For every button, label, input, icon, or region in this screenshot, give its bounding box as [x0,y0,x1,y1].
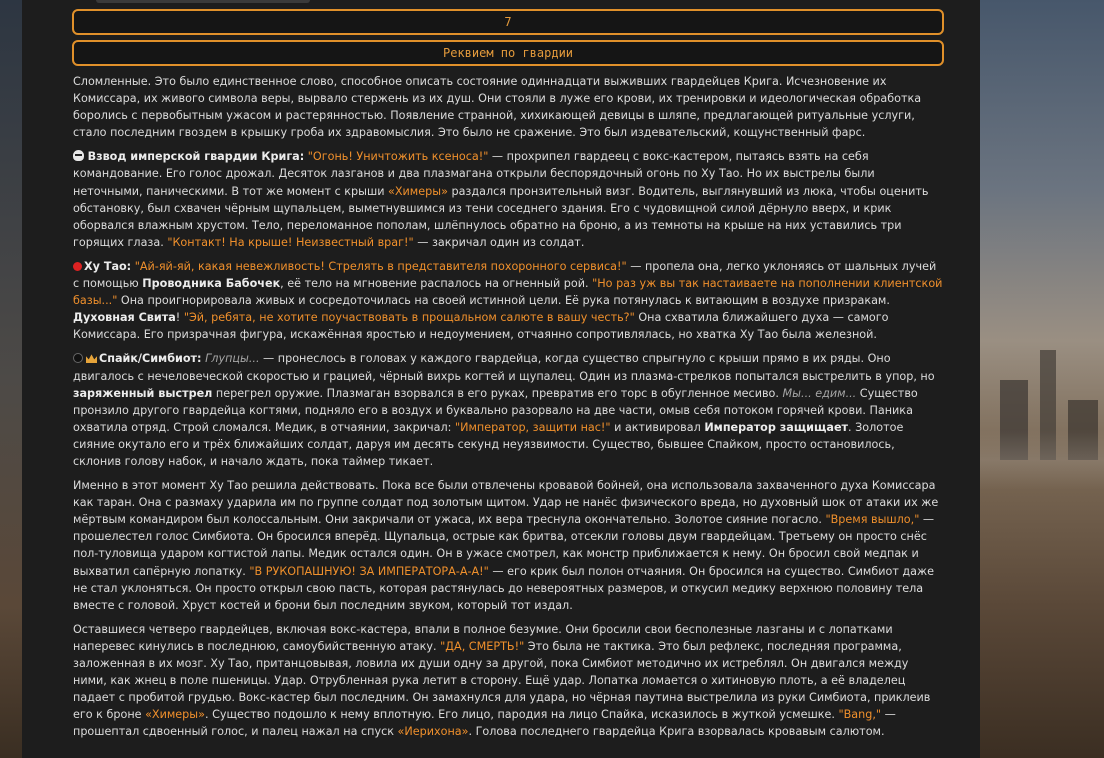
chat-panel [22,0,980,758]
text-run: Оставшиеся четверо гвардейцев, включая вокс-кастера, впали в полное безумие. Они бросили свои бесполезные лазганы и с лопатками наперевес кинулись в последнюю, самоубийственную атаку. [73,622,893,653]
text-run: Именно в этот момент Ху Тао решила действовать. Пока все были отвлечены кровавой бойней, она использовала захваченного духа Комиссара как таран. Она с размаху ударила им по группе солдат под золотым щитом. Удар не нанёс физического вреда, но духовный шок от атаки их же мёртвым командиром был колоссальным. Они закричали от ужаса, их вера треснула окончательно. Золотое сияние погасло. [73,479,939,527]
text-run: . Золотое сияние окутало его и трёх ближайших солдат, даруя им десять секунд неуязвимости. Существо, бывшее Спайком, просто остановилось, склонив голову набок, и начало ждать, пока таймер тикает. [73,420,904,468]
ability-name: Проводника Бабочек [142,277,281,291]
paragraph-intro [73,73,945,141]
speaker-label: Взвод имперской гвардии Крига: [87,150,305,164]
dialogue-quote: "Император, защити нас!" [454,420,611,434]
dialogue-quote: "Время вышло," [825,513,920,527]
ability-name: Император защищает [704,420,849,434]
text-run: — прошептал сдвоенный голос, и палец нажал на спуск [73,708,896,739]
paragraph-hutao [73,258,945,343]
text-run: . Голова последнего гвардейца Крига взорвалась кровавым салютом. [468,725,885,739]
dialogue-quote: «Иерихона» [397,725,469,739]
paragraph-spike [73,350,945,470]
crown-icon [86,354,97,363]
text-run: раздался пронзительный визг. Водитель, выглянувший из люка, чтобы оценить обстановку, был схвачен чёрным щупальцем, выметнувшимся из тени соседнего здания. Его с чудовищной силой дёрнуло вверх, и крик оборвался влажным хрустом. Тело, переломанное пополам, шлёпнулось обратно на броню, а из темноты на крыше на них уставились три горящих глаза. [73,184,929,249]
story-message [73,73,945,747]
number-button[interactable]: 7 [72,9,944,35]
thought-text: Мы... едим... [782,386,857,400]
text-run: и активировал [610,420,705,434]
text-run: — его крик был полон отчаяния. Он бросился на существо. Симбиот даже не стал уклоняться. Он просто открыл свою пасть, которая растянулась до невероятных размеров, и откусил медику верхнюю половину тела вместе с головой. Хруст костей и брони был последним звуком, который тот издал. [73,564,934,612]
dialogue-quote: "В РУКОПАШНУЮ! ЗА ИМПЕРАТОРА-А-А!" [249,564,489,578]
dialogue-quote: "Ай-яй-яй, какая невежливость! Стрелять в представителя похоронного сервиса!" [134,259,627,273]
text-run: — прошелестел голос Симбиота. Он бросился вперёд. Щупальца, острые как бритва, отсекли головы двум гвардейцам. Третьему он просто снёс пол-туловища ударом когтистой лапы. Медик остался один. Он в ужасе смотрел, как монстр приближается к нему. Он бросил свой медпак и выхватил сапёрную лопатку. [73,513,935,578]
previous-element-edge [96,0,310,3]
thought-text: Глупцы... [205,352,260,366]
ability-name: Духовная Свита [73,311,176,325]
dialogue-quote: «Химеры» [145,708,205,722]
text-run: . Существо подошло к нему вплотную. Его лицо, пародия на лицо Спайка, исказилось в жуткой усмешке. [204,708,839,722]
text-run: Это была не тактика. Это был рефлекс, последняя программа, заложенная в их мозг. Ху Тао, пританцовывая, ловила их души одну за другой, пока Симбиот методично их истреблял. Он двигался между ними, как жнец в поле пшеницы. Удар. Отрубленная рука летит в сторону. Ещё удар. Лопатка ломается о хитиновую плоть, а её владелец падает с пробитой грудью. Вокс-кастер был последним. Он замахнулся для удара, но чёрная паутина выстрелила из руки Симбиота, приклеив его к броне [73,639,931,722]
dialogue-quote: "Эй, ребята, не хотите поучаствовать в прощальном салюте в вашу честь?" [183,311,635,325]
dialogue-quote: "Но раз уж вы так настаиваете на пополнении клиентской базы..." [73,277,943,308]
speaker-label: Спайк/Симбиот: [99,352,202,366]
black-circle-icon [73,353,83,363]
title-button[interactable]: Реквием по гвардии [72,40,944,66]
text-run: Она проигнорировала живых и сосредоточилась на своей истинной цели. Её рука потянулась к витающим в воздухе призракам. [117,294,890,308]
text-run: , её тело на мгновение распалось на огненный рой. [280,277,593,291]
dialogue-quote: "Огонь! Уничтожить ксеноса!" [307,150,489,164]
dialogue-quote: "Bang," [838,708,882,722]
text-run: — пронеслось в головах у каждого гвардейца, когда существо спрыгнуло с крыши прямо в их ряды. Оно двигалось с нечеловеческой скоростью и грацией, чёрный вихрь когтей и щупалец. Один из плазма-стрелков попытался выстрелить в упор, но [73,352,935,383]
dialogue-quote: "Контакт! На крыше! Неизвестный враг!" [167,235,414,249]
paragraph-finale [73,621,945,741]
text-run: Существо пронзило другого гвардейца когтями, подняло его в воздух и буквально разорвало на две части, омыв себя потоком горячей крови. Паника охватила отряд. Строй сломался. Медик, в отчаянии, закричал: [73,386,918,434]
speaker-label: Ху Тао: [84,259,132,273]
text-run: Сломленные. Это было единственное слово, способное описать состояние одиннадцати выживших гвардейцев Крига. Исчезновение их Комиссара, их живого символа веры, вырвало стержень из их душ. Они стояли в луже его крови, их тренировки и идеологическая обработка боролись с первобытным ужасом и растерянностью. Появление странной, хихикающей девицы в шляпе, предлагающей ритуальные услуги, стало последним гвоздем в крышку гроба их здравомыслия. Это было не сражение. Это был издевательский, кощунственный фарс. [73,75,922,140]
text-run: — прохрипел гвардеец с вокс-кастером, пытаясь взять на себя командование. Его голос дрожал. Десяток лазганов и два плазмагана открыли беспорядочный огонь по Ху Тао. Но их выстрелы были неточными, паническими. В тот же момент с крыши [73,150,875,198]
red-circle-icon [73,262,82,271]
dialogue-quote: «Химеры» [388,184,448,198]
paragraph-guard [73,148,945,251]
text-run: — закричал один из солдат. [413,235,585,249]
text-run: перегрел оружие. Плазмаган взорвался в его руках, превратив его торс в обугленное месиво. [212,386,783,400]
dialogue-quote: "ДА, СМЕРТЬ!" [440,639,525,653]
paragraph-battle [73,477,945,614]
text-run: — пропела она, легко уклоняясь от шальных лучей с помощью [73,259,937,291]
background-left-strip [0,0,22,758]
background-haze [980,430,1104,490]
text-run: ! [175,311,184,325]
text-run: Она схватила ближайшего духа — самого Комиссара. Его призрачная фигура, искажённая яростью и недоумением, отчаянно сопротивлялась, но хватка Ху Тао была железной. [73,311,889,342]
ability-name: заряженный выстрел [73,386,213,400]
skull-icon [73,150,84,161]
